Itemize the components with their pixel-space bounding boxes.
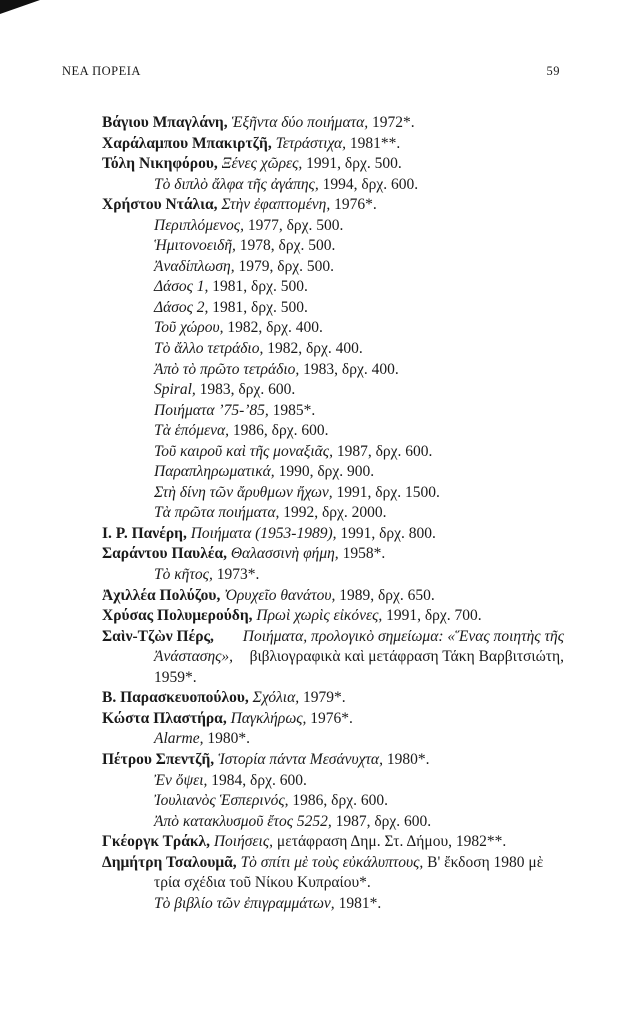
work-title: Ποιήσεις, [213,833,274,851]
author-name: Χρήστου Ντάλια, [102,196,222,214]
work-title: Τὸ ἄλλο τετράδιο, [154,340,264,358]
publication-details: 1959*. [154,668,197,686]
publication-details: 1991, δρχ. 1500. [332,483,440,501]
author-name: Χρύσας Πολυμερούδη, [102,607,257,625]
bibliography-entry [102,524,564,545]
bibliography-continuation-line [102,360,564,381]
publication-details: 1979*. [299,689,346,707]
publication-details: 1984, δρχ. 600. [207,771,307,789]
bibliography-entry [102,113,564,134]
bibliography-continuation-line [102,442,564,463]
bibliography-continuation-line [102,565,564,586]
work-title: Τετράστιχα, [275,134,347,152]
work-title: Στὴ δίνη τῶν ἄρυθμων ἤχων, [154,483,333,501]
publication-details: 1981, δρχ. 500. [208,278,308,296]
publication-details: 1976*. [306,709,353,727]
work-title: Παγκλήρως, [230,709,307,727]
publication-details: 1989, δρχ. 650. [335,586,435,604]
publication-details: 1990, δρχ. 900. [274,463,375,481]
publication-details: 1981*. [334,894,382,912]
work-title: Τὸ σπίτι μὲ τοὺς εὐκάλυπτους, [240,853,424,871]
bibliography-continuation-line [102,894,564,915]
bibliography-continuation-line [102,318,564,339]
work-title: Περιπλόμενος, [154,216,244,234]
publication-details: 1981**. [346,134,401,152]
publication-details: 1973*. [212,566,260,584]
work-title: Τὸ διπλὸ ἄλφα τῆς ἀγάπης, [154,175,319,193]
page-number: 59 [546,64,560,78]
bibliography-entry [102,606,564,627]
bibliography-continuation-line [102,873,564,894]
bibliography-continuation-line [102,257,564,278]
publication-details: 1986, δρχ. 600. [288,792,388,810]
bibliography-entry [102,688,564,709]
work-title: Τὸ κῆτος, [154,566,213,584]
work-title: Στὴν ἐφαπτομένη, [221,196,331,214]
author-name: Σαὶν-Τζὼν Πέρς, [102,627,214,645]
work-title: Ποιήματα ’75-’85, [154,401,269,419]
publication-details: 1986, δρχ. 600. [229,422,329,440]
publication-details: 1991, δρχ. 700. [382,607,482,625]
bibliography-continuation-line [102,401,564,422]
author-name: Χαράλαμπου Μπακιρτζῆ, [102,134,276,152]
bibliography-continuation-line [102,812,564,833]
bibliography-continuation-line [102,668,564,689]
author-name: Σαράντου Παυλέα, [102,545,231,563]
publication-details: 1985*. [268,401,316,419]
bibliography-continuation-line [102,175,564,196]
publication-details: 1978, δρχ. 500. [235,237,336,255]
work-title: Τοῦ χώρου, [154,319,224,337]
work-title: Ἀνάστασης», [154,648,234,666]
publication-details: 1991, δρχ. 800. [336,524,436,542]
work-title: Παραπληρωματικά, [154,463,275,481]
work-title: Ἱστορία πάντα Μεσάνυχτα, [218,750,383,768]
work-title: Τὰ ἑπόμενα, [154,422,230,440]
bibliography-entry [102,627,564,648]
bibliography-continuation-line [102,380,564,401]
publication-details: 1987, δρχ. 600. [331,812,432,830]
work-title: Θαλασσινὴ φήμη, [230,545,339,563]
bibliography-continuation-line [102,216,564,237]
work-title: Ἑξῆντα δύο ποιήματα, [231,114,369,131]
work-title: Ἀπὸ τὸ πρῶτο τετράδιο, [154,360,300,378]
author-name: Γκέοργκ Τράκλ, [102,833,214,851]
publication-details: 1982, δρχ. 400. [263,340,363,358]
publication-details: 1982, δρχ. 400. [223,319,323,337]
bibliography-entry [102,154,564,175]
author-name: Τόλη Νικηφόρου, [102,155,222,173]
publication-details: 1976*. [330,196,377,214]
publication-details: Β' ἔκδοση 1980 μὲ [423,853,544,871]
author-name: Β. Παρασκευοπούλου, [102,689,253,707]
publication-details: 1994, δρχ. 600. [318,175,419,193]
bibliography-continuation-line [102,277,564,298]
running-header [62,64,560,79]
journal-title: ΝΕΑ ΠΟΡΕΙΑ [62,64,141,78]
work-title: Τὸ βιβλίο τῶν ἐπιγραμμάτων, [154,894,335,912]
bibliography-continuation-line [102,298,564,319]
bibliography-continuation-line [102,791,564,812]
bibliography-continuation-line [102,339,564,360]
bibliography-continuation-line [102,236,564,257]
publication-details: μετάφραση Δημ. Στ. Δήμου, 1982**. [273,833,507,851]
bibliography-list [102,113,564,914]
publication-details: 1987, δρχ. 600. [332,442,433,460]
publication-details: 1980*. [203,730,251,748]
publication-details: 1958*. [338,545,386,563]
author-name: Ἀχιλλέα Πολύζου, [102,586,225,604]
work-title: Ποιήματα (1953-1989), [190,524,337,542]
work-title: Τὰ πρῶτα ποιήματα, [154,504,280,522]
bibliography-entry [102,195,564,216]
bibliography-continuation-line [102,462,564,483]
publication-details: 1983, δρχ. 400. [299,360,399,378]
bibliography-entry [102,750,564,771]
publication-details: βιβλιογραφικὰ καὶ μετάφραση Τάκη Βαρβιτσιώτη, [249,648,564,666]
bibliography-entry [102,709,564,730]
publication-details: 1980*. [382,750,430,768]
author-name: Πέτρου Σπεντζῆ, [102,750,219,768]
work-title: Ἡμιτονοειδῆ, [154,237,236,255]
publication-details: 1992, δρχ. 2000. [279,504,387,522]
work-title: Ποιήματα, προλογικὸ σημείωμα: «Ἕνας ποιητὴς τῆς [242,627,564,645]
work-title: Πρωὶ χωρὶς εἰκόνες, [256,607,383,625]
bibliography-entry [102,832,564,853]
publication-details: 1991, δρχ. 500. [302,155,402,173]
work-title: Spiral, [154,381,196,399]
bibliography-continuation-line [102,421,564,442]
bibliography-continuation-line [102,729,564,750]
author-name: Κώστα Πλαστήρα, [102,709,231,727]
work-title: Σχόλια, [252,689,300,707]
publication-details: 1979, δρχ. 500. [234,257,335,275]
bibliography-entry [102,853,564,874]
work-title: Δάσος 1, [154,278,209,296]
publication-details: 1983, δρχ. 600. [195,381,296,399]
bibliography-entry [102,586,564,607]
publication-details: τρία σχέδια τοῦ Νίκου Κυπραίου*. [154,874,371,892]
author-name: Ι. Ρ. Πανέρη, [102,524,191,542]
work-title: Τοῦ καιροῦ καὶ τῆς μοναξιᾶς, [154,442,333,460]
publication-details: 1972*. [368,114,415,131]
work-title: Alarme, [154,730,204,748]
work-title: Ἀναδίπλωση, [154,257,235,275]
author-name: Δημήτρη Τσαλουμᾶ, [102,853,241,871]
work-title: Ὀρυχεῖο θανάτου, [224,586,336,604]
publication-details: 1977, δρχ. 500. [243,216,344,234]
work-title: Ἀπὸ κατακλυσμοῦ ἔτος 5252, [154,812,332,830]
work-title: Δάσος 2, [154,298,209,316]
work-title: Ἐν ὄψει, [154,771,208,789]
publication-details: 1981, δρχ. 500. [208,298,308,316]
bibliography-continuation-line [102,483,564,504]
bibliography-entry [102,544,564,565]
bibliography-continuation-line [102,771,564,792]
work-title: Ξένες χῶρες, [221,155,303,173]
bibliography-entry [102,134,564,155]
work-title: Ἰουλιανὸς Ἑσπερινός, [154,792,289,810]
author-name: Βάγιου Μπαγλάνη, [102,114,232,131]
bibliography-continuation-line [102,647,564,668]
bibliography-continuation-line [102,503,564,524]
scan-edge-shadow [0,0,40,14]
